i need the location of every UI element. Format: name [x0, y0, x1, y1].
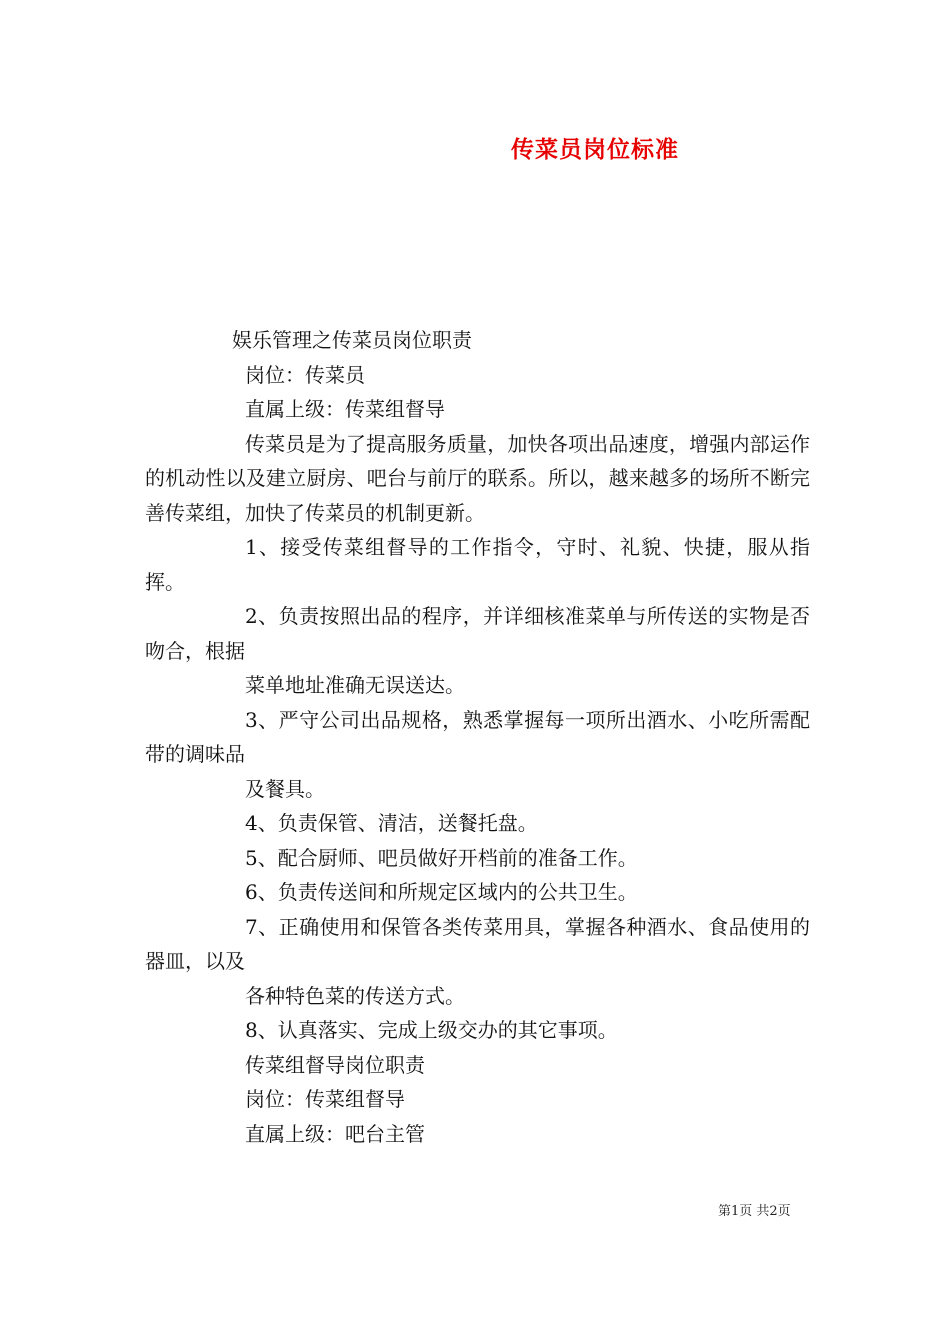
paragraph-duty-3: 3、严守公司出品规格，熟悉掌握每一项所出酒水、小吃所需配带的调味品	[145, 707, 810, 766]
paragraph-duty-7-cont: 各种特色菜的传送方式。	[245, 983, 465, 1008]
paragraph-intro: 传菜员是为了提高服务质量，加快各项出品速度，增强内部运作的机动性以及建立厨房、吧台与前厅的联系。所以，越来越多的场所不断完善传菜组，加快了传菜员的机制更新。	[145, 431, 810, 525]
document-body	[145, 323, 810, 1151]
paragraph-duty-5: 5、配合厨师、吧员做好开档前的准备工作。	[245, 845, 638, 870]
paragraph-duty-1: 1、接受传菜组督导的工作指令，守时、礼貌、快捷，服从指挥。	[145, 535, 810, 594]
paragraph-position: 岗位：传菜员	[245, 362, 365, 387]
document-title: 传菜员岗位标准	[511, 136, 679, 163]
paragraph-duty-6: 6、负责传送间和所规定区域内的公共卫生。	[245, 880, 638, 904]
paragraph-duty-7: 7、正确使用和保管各类传菜用具，掌握各种酒水、食品使用的器皿，以及	[145, 914, 810, 973]
paragraph-duty-8: 8、认真落实、完成上级交办的其它事项。	[245, 1018, 618, 1042]
paragraph-supervisor: 直属上级：传菜组督导	[245, 397, 445, 421]
paragraph-supervisor-2: 直属上级：吧台主管	[245, 1121, 425, 1146]
paragraph-duty-2: 2、负责按照出品的程序，并详细核准菜单与所传送的实物是否吻合，根据	[145, 604, 810, 663]
page-number-footer: 第1页 共2页	[718, 1204, 791, 1219]
paragraph-position-2: 岗位：传菜组督导	[245, 1087, 405, 1111]
paragraph-section-heading: 娱乐管理之传菜员岗位职责	[232, 328, 472, 352]
paragraph-duty-3-cont: 及餐具。	[245, 776, 325, 801]
paragraph-duty-4: 4、负责保管、清洁，送餐托盘。	[245, 811, 538, 835]
paragraph-section-heading-2: 传菜组督导岗位职责	[245, 1052, 425, 1077]
paragraph-duty-2-cont: 菜单地址准确无误送达。	[245, 673, 465, 697]
